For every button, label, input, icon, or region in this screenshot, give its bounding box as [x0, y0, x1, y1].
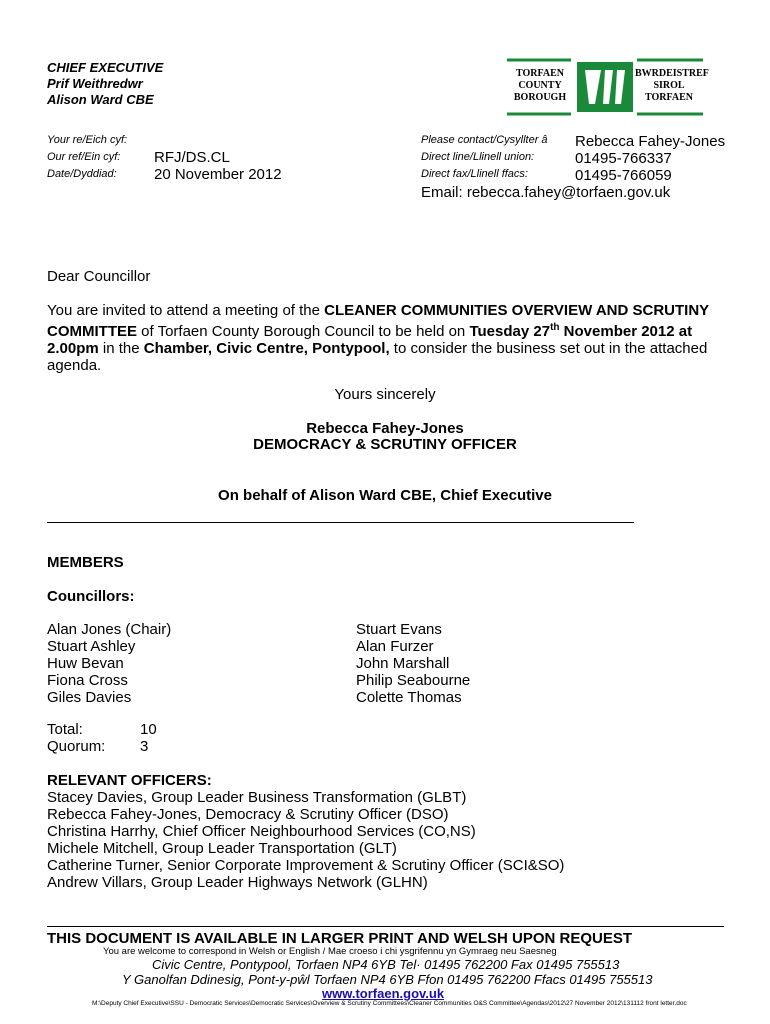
quorum-value: 3: [140, 738, 149, 755]
contact-value: Rebecca Fahey-Jones: [575, 133, 726, 150]
list-item: Stuart Evans: [356, 621, 442, 638]
logo-line: BOROUGH: [513, 92, 567, 103]
on-behalf-line: On behalf of Alison Ward CBE, Chief Executive: [218, 487, 552, 504]
para-text: of Torfaen County Borough Council to be held on: [137, 323, 470, 340]
list-item: Alan Furzer: [356, 638, 434, 655]
logo-line: BWRDEISTREF: [635, 68, 709, 79]
date-label: Date/Dyddiad:: [47, 168, 117, 180]
logo-line: COUNTY: [518, 80, 562, 91]
chief-executive-title-welsh: Prif Weithredwr: [47, 76, 143, 91]
direct-line-value: 01495-766337: [575, 150, 672, 167]
our-ref-value: RFJ/DS.CL: [154, 149, 230, 166]
meeting-venue: Chamber, Civic Centre, Pontypool,: [143, 340, 390, 357]
meeting-day: Tuesday 27: [469, 323, 551, 340]
logo-text-english: [507, 68, 573, 104]
website-link[interactable]: www.torfaen.gov.uk: [322, 986, 445, 1001]
list-item: Catherine Turner, Senior Corporate Improvement & Scrutiny Officer (SCI&SO): [47, 857, 565, 874]
list-item: Giles Davies: [47, 689, 132, 706]
councillors-heading: Councillors:: [47, 588, 135, 605]
para-text: in the: [98, 340, 144, 357]
file-path: M:\Deputy Chief Executive\SSU - Democratic Services\Democratic Services\Overview & Scrutiny Committees\Cleaner Communities O&S Committee\Agendas\2012\27 November 2012\131112 front letter.doc: [92, 1000, 687, 1007]
logo-text-welsh: [635, 68, 709, 104]
direct-fax-value: 01495-766059: [575, 167, 672, 184]
list-item: Colette Thomas: [356, 689, 462, 706]
quorum-label: Quorum:: [47, 738, 106, 755]
list-item: Christina Harrhy, Chief Officer Neighbourhood Services (CO,NS): [47, 823, 476, 840]
officers-heading: RELEVANT OFFICERS:: [47, 772, 212, 789]
list-item: Andrew Villars, Group Leader Highways Network (GLHN): [47, 874, 428, 891]
address-welsh: Y Ganolfan Ddinesig, Pont-y-pŵl Torfaen NP4 6YB Ffon 01495 762200 Ffacs 01495 755513: [122, 972, 653, 987]
chief-executive-name: Alison Ward CBE: [47, 92, 154, 107]
logo-line: SIROL: [653, 80, 685, 91]
closing: Yours sincerely: [334, 386, 436, 403]
availability-notice: THIS DOCUMENT IS AVAILABLE IN LARGER PRINT AND WELSH UPON REQUEST: [47, 930, 633, 947]
divider: [47, 522, 634, 523]
councillors-list-left: [47, 621, 171, 706]
direct-fax-label: Direct fax/Llinell ffacs:: [421, 168, 528, 180]
your-ref-label: Your re/Eich cyf:: [47, 134, 128, 146]
para-text: to consider the business set out in the attached agenda.: [47, 340, 708, 374]
list-item: Philip Seabourne: [356, 672, 471, 689]
signer-name: Rebecca Fahey-Jones: [306, 420, 464, 437]
our-ref-label: Our ref/Ein cyf:: [47, 151, 121, 163]
salutation: Dear Councillor: [47, 268, 151, 285]
chief-executive-title: CHIEF EXECUTIVE: [47, 60, 164, 75]
councillors-list-right: [356, 621, 470, 706]
signer-title: DEMOCRACY & SCRUTINY OFFICER: [253, 436, 517, 453]
list-item: John Marshall: [356, 655, 450, 672]
list-item: Michele Mitchell, Group Leader Transportation (GLT): [47, 840, 397, 857]
direct-line-label: Direct line/Llinell union:: [421, 151, 535, 163]
torfaen-logo: [505, 58, 709, 118]
logo-line: TORFAEN: [516, 68, 564, 79]
meeting-date-time: November 2012 at 2.00pm: [47, 323, 693, 357]
committee-name: CLEANER COMMUNITIES OVERVIEW AND SCRUTINY COMMITTEE: [47, 302, 709, 340]
list-item: Fiona Cross: [47, 672, 128, 689]
list-item: Stuart Ashley: [47, 638, 136, 655]
total-value: 10: [140, 721, 157, 738]
logo-line: TORFAEN: [645, 92, 693, 103]
list-item: Huw Bevan: [47, 655, 124, 672]
list-item: Rebecca Fahey-Jones, Democracy & Scrutiny Officer (DSO): [47, 806, 449, 823]
para-text: You are invited to attend a meeting of the: [47, 302, 325, 319]
date-value: 20 November 2012: [154, 166, 282, 183]
list-item: Stacey Davies, Group Leader Business Transformation (GLBT): [47, 789, 467, 806]
members-heading: MEMBERS: [47, 554, 124, 571]
address-english: Civic Centre, Pontypool, Torfaen NP4 6YB Tel· 01495 762200 Fax 01495 755513: [152, 957, 620, 972]
officers-list: [47, 789, 564, 891]
invitation-paragraph: [47, 302, 727, 374]
email-address: Email: rebecca.fahey@torfaen.gov.uk: [421, 184, 671, 201]
list-item: Alan Jones (Chair): [47, 621, 172, 638]
language-notice: You are welcome to correspond in Welsh or English / Mae croeso i chi ysgrifennu yn Gymraeg neu Saesneg: [103, 946, 557, 957]
footer-divider: [47, 926, 724, 927]
ordinal-suffix: th: [550, 322, 560, 333]
total-label: Total:: [47, 721, 83, 738]
contact-label: Please contact/Cysyllter â: [421, 134, 548, 146]
